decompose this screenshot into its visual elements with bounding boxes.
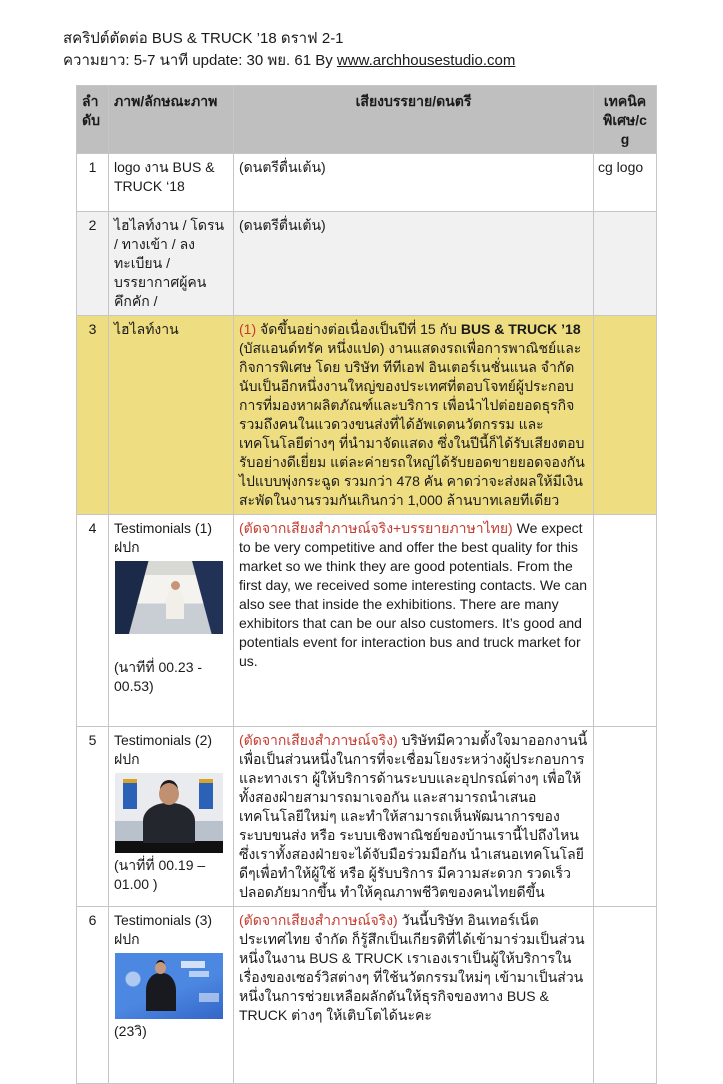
header-cell-audio: เสียงบรรยาย/ดนตรี (234, 86, 594, 154)
fx-cell: cg logo (594, 154, 657, 212)
timecode-caption: (นาทีที่ 00.23 - 00.53) (114, 659, 203, 694)
fx-cell (594, 515, 657, 727)
table-row (77, 212, 657, 316)
audio-text: (ดนตรีตื่นเต้น) (239, 217, 326, 233)
audio-cell (234, 907, 594, 1084)
row-number: 3 (77, 316, 109, 515)
testimonial-photo-3 (115, 953, 223, 1019)
fx-cell (594, 212, 657, 316)
audio-source-note: (1) (239, 321, 257, 337)
audio-cell (234, 316, 594, 515)
document-title: สคริปต์ตัดต่อ BUS & TRUCK ’18 ดราฟ 2-1 (63, 30, 344, 47)
visual-label: ไฮไลท์งาน / โดรน / ทางเข้า / ลงทะเบียน / บรรยากาศผู้คนคึกคัก / (114, 217, 225, 309)
row-number: 6 (77, 907, 109, 1084)
timecode-caption: (นาที่ที่ 00.19 – 01.00 ) (114, 857, 206, 892)
table-row (77, 515, 657, 727)
audio-cell (234, 515, 594, 727)
row-number: 5 (77, 727, 109, 907)
person-torso (146, 973, 176, 1011)
person-head (155, 962, 166, 974)
table-row (77, 907, 657, 1084)
visual-label: Testimonials (1) (114, 520, 213, 536)
fx-cell (594, 316, 657, 515)
person-head (159, 783, 179, 805)
audio-text: วันนี้บริษัท อินเทอร์เน็ตประเทศไทย จำกัด ก็รู้สึกเป็นเกียรติที่ได้เข้ามาร่วมเป็นส่วนหนึ่งในงาน BUS & TRUCK เราเองเราเป็นผู้ให้บริการในเรื่องของเซอร์วิสต่างๆ ที่ใช้นวัตกรรมใหม่ๆ เข้ามาเป็นส่วนหนึ่งในการช่วยเหลือผลักดันให้ธุรกิจของทาง BUS & TRUCK ต่างๆ ให้เติบโตได้นะคะ (239, 912, 585, 1023)
visual-label: Testimonials (2) (114, 732, 213, 748)
visual-cell (109, 154, 234, 212)
visual-cell (109, 212, 234, 316)
row-number: 4 (77, 515, 109, 727)
person-head (171, 581, 180, 590)
audio-cell (234, 212, 594, 316)
fx-cell (594, 727, 657, 907)
header-cell-fx: เทคนิคพิเศษ/cg (594, 86, 657, 154)
studio-link[interactable]: www.archhousestudio.com (336, 52, 516, 69)
audio-text: (ดนตรีตื่นเต้น) (239, 159, 326, 175)
table-row (77, 154, 657, 212)
person-torso (166, 589, 184, 619)
fx-cell (594, 907, 657, 1084)
table-row (77, 316, 657, 515)
person-torso (143, 803, 195, 843)
visual-cell (109, 316, 234, 515)
table-row (77, 727, 657, 907)
row-number: 1 (77, 154, 109, 212)
visual-label: ฝปก (114, 751, 140, 767)
visual-label: ฝปก (114, 931, 140, 947)
header-cell-number: ลำดับ (77, 86, 109, 154)
visual-label: ฝปก (114, 539, 140, 555)
audio-text: BUS & TRUCK ’18 (460, 321, 581, 337)
row-number: 2 (77, 212, 109, 316)
timecode-caption: (23วิ) (114, 1023, 147, 1039)
visual-cell (109, 515, 234, 727)
audio-text: (บัสแอนด์ทรัค หนึ่งแปด) งานแสดงรถเพื่อการพาณิชย์และกิจการพิเศษ โดย บริษัท ทีทีเอฟ อินเตอร์เนชั่นแนล จำกัด นับเป็นอีกหนึ่งงานใหญ่ของประเทศที่ตอบโจทย์ผู้ประกอบการที่มองหาผลิตภัณฑ์และบริการ เพื่อนำไปต่อยอดธุรกิจ รวมถึงคนในแวดวงขนส่งที่ได้อัพเดตนวัตกรรม และเทคโนโลยีต่างๆ ที่นำมาจัดแสดง ซึ่งในปีนี้ก็ได้รับเสียงตอบรับอย่างดีเยี่ยม แต่ละค่ายรถใหญ่ได้รับยอดขายยอดจองกันไปแบบพุ่งกระฉูด รวมกว่า 478 คัน คาดว่าจะส่งผลให้มีเงินสะพัดในงานรวมกันเกินกว่า 1,000 ล้านบาทเลยทีเดียว (239, 340, 585, 508)
visual-label: Testimonials (3) (114, 912, 213, 928)
audio-cell (234, 727, 594, 907)
audio-text: We expect to be very competitive and offer the best quality for this market so we think they are good potentials. From the first day, we received some interesting contacts. We can also see that inside the exhibitions. There are many exhibitors that can be our also customers. It’s good and potentials event for interaction bus and truck market for us. (239, 520, 588, 669)
audio-source-note: (ตัดจากเสียงสำภาษณ์จริง) (239, 912, 398, 928)
visual-label: logo งาน BUS & TRUCK ‘18 (114, 159, 215, 194)
document-meta (63, 50, 515, 72)
table-header-row (77, 86, 657, 154)
script-table (76, 85, 657, 1084)
testimonial-photo-1 (115, 561, 223, 634)
audio-text: จัดขึ้นอย่างต่อเนื่องเป็นปีที่ 15 กับ (256, 321, 461, 337)
visual-label: ไฮไลท์งาน (114, 321, 179, 337)
visual-cell (109, 907, 234, 1084)
audio-source-note: (ตัดจากเสียงสำภาษณ์จริง) (239, 732, 398, 748)
header-cell-visual: ภาพ/ลักษณะภาพ (109, 86, 234, 154)
table-body (77, 154, 657, 1084)
meta-text: ความยาว: 5-7 นาที update: 30 พย. 61 By (63, 52, 337, 69)
visual-cell (109, 727, 234, 907)
audio-cell (234, 154, 594, 212)
document-header (63, 28, 515, 72)
audio-text: บริษัทมีความตั้งใจมาออกงานนี้ เพื่อเป็นส่วนหนึ่งในการที่จะเชื่อมโยงระหว่างผู้ประกอบการ และทางเรา ผู้ให้บริการด้านระบบและอุปกรณ์ต่างๆ เพื่อให้ทั้งสองฝ่ายสามารถมาเจอกัน และสามารถนำเสนอเทคโนโลยีใหม่ๆ และทำให้สามารถเห็นพัฒนาการของระบบขนส่ง หรือ ระบบเชิงพาณิชย์ของบ้านเรานี้ไปถึงไหน ซึ่งเราทั้งสองฝ่ายจะได้จับมือร่วมมือกัน นำเสนอเทคโนโลยีดีๆเพื่อทำให้ผู้ใช้ หรือ ผู้รับบริการ มีความสะดวก รวดเร็ว ปลอดภัยมากขึ้น ทำให้คุณภาพชีวิตของคนไทยดีขึ้น (239, 732, 588, 900)
testimonial-photo-2 (115, 773, 223, 853)
audio-source-note: (ตัดจากเสียงสำภาษณ์จริง+บรรยายภาษาไทย) (239, 520, 513, 536)
